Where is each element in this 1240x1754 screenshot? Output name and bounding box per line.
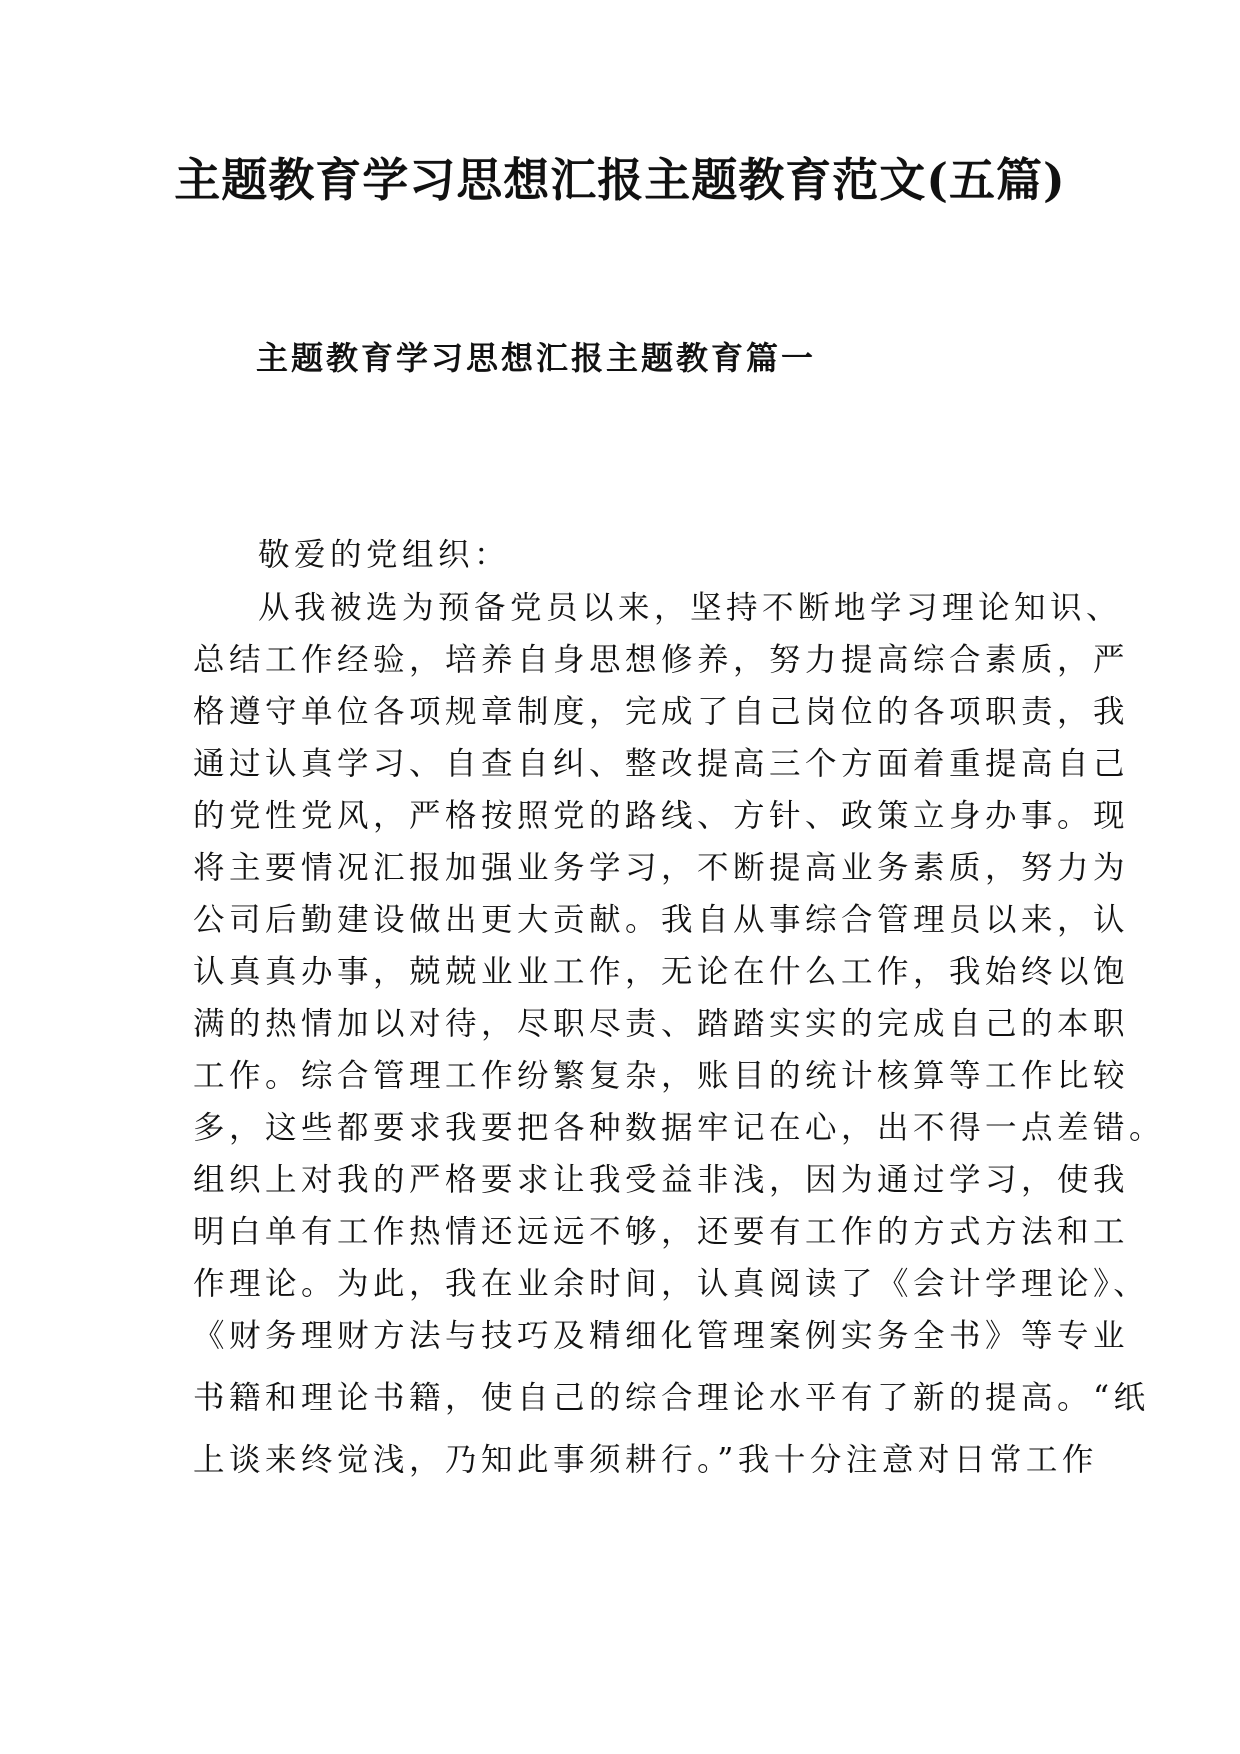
paragraph-line: 上谈来终觉浅，乃知此事须耕行。”我十分注意对日常工作: [193, 1442, 1098, 1478]
paragraph-line: 总结工作经验，培养自身思想修养，努力提高综合素质，严: [193, 642, 1130, 678]
paragraph-line: 从我被选为预备党员以来，坚持不断地学习理论知识、: [258, 590, 1123, 626]
salutation: 敬爱的党组织：: [258, 537, 511, 573]
paragraph-line: 多，这些都要求我要把各种数据牢记在心，出不得一点差错。: [193, 1110, 1166, 1146]
paragraph-line: 的党性党风，严格按照党的路线、方针、政策立身办事。现: [193, 798, 1130, 834]
paragraph-line: 格遵守单位各项规章制度，完成了自己岗位的各项职责，我: [193, 694, 1130, 730]
paragraph-line: 书籍和理论书籍，使自己的综合理论水平有了新的提高。“纸: [193, 1380, 1150, 1416]
paragraph-line: 公司后勤建设做出更大贡献。我自从事综合管理员以来，认: [193, 902, 1130, 938]
paragraph-line: 工作。综合管理工作纷繁复杂，账目的统计核算等工作比较: [193, 1058, 1130, 1094]
paragraph-line: 明白单有工作热情还远远不够，还要有工作的方式方法和工: [193, 1214, 1130, 1250]
document-title: 主题教育学习思想汇报主题教育范文(五篇): [174, 153, 1066, 207]
paragraph-line: 认真真办事，兢兢业业工作，无论在什么工作，我始终以饱: [193, 954, 1130, 990]
section-heading: 主题教育学习思想汇报主题教育篇一: [256, 339, 817, 377]
paragraph-line: 作理论。为此，我在业余时间，认真阅读了《会计学理论》、: [193, 1266, 1150, 1302]
paragraph-line: 将主要情况汇报加强业务学习，不断提高业务素质，努力为: [193, 850, 1130, 886]
paragraph-line: 通过认真学习、自查自纠、整改提高三个方面着重提高自己: [193, 746, 1130, 782]
paragraph-line: 《财务理财方法与技巧及精细化管理案例实务全书》等专业: [193, 1318, 1130, 1354]
paragraph-line: 满的热情加以对待，尽职尽责、踏踏实实的完成自己的本职: [193, 1006, 1130, 1042]
paragraph-line: 组织上对我的严格要求让我受益非浅，因为通过学习，使我: [193, 1162, 1130, 1198]
